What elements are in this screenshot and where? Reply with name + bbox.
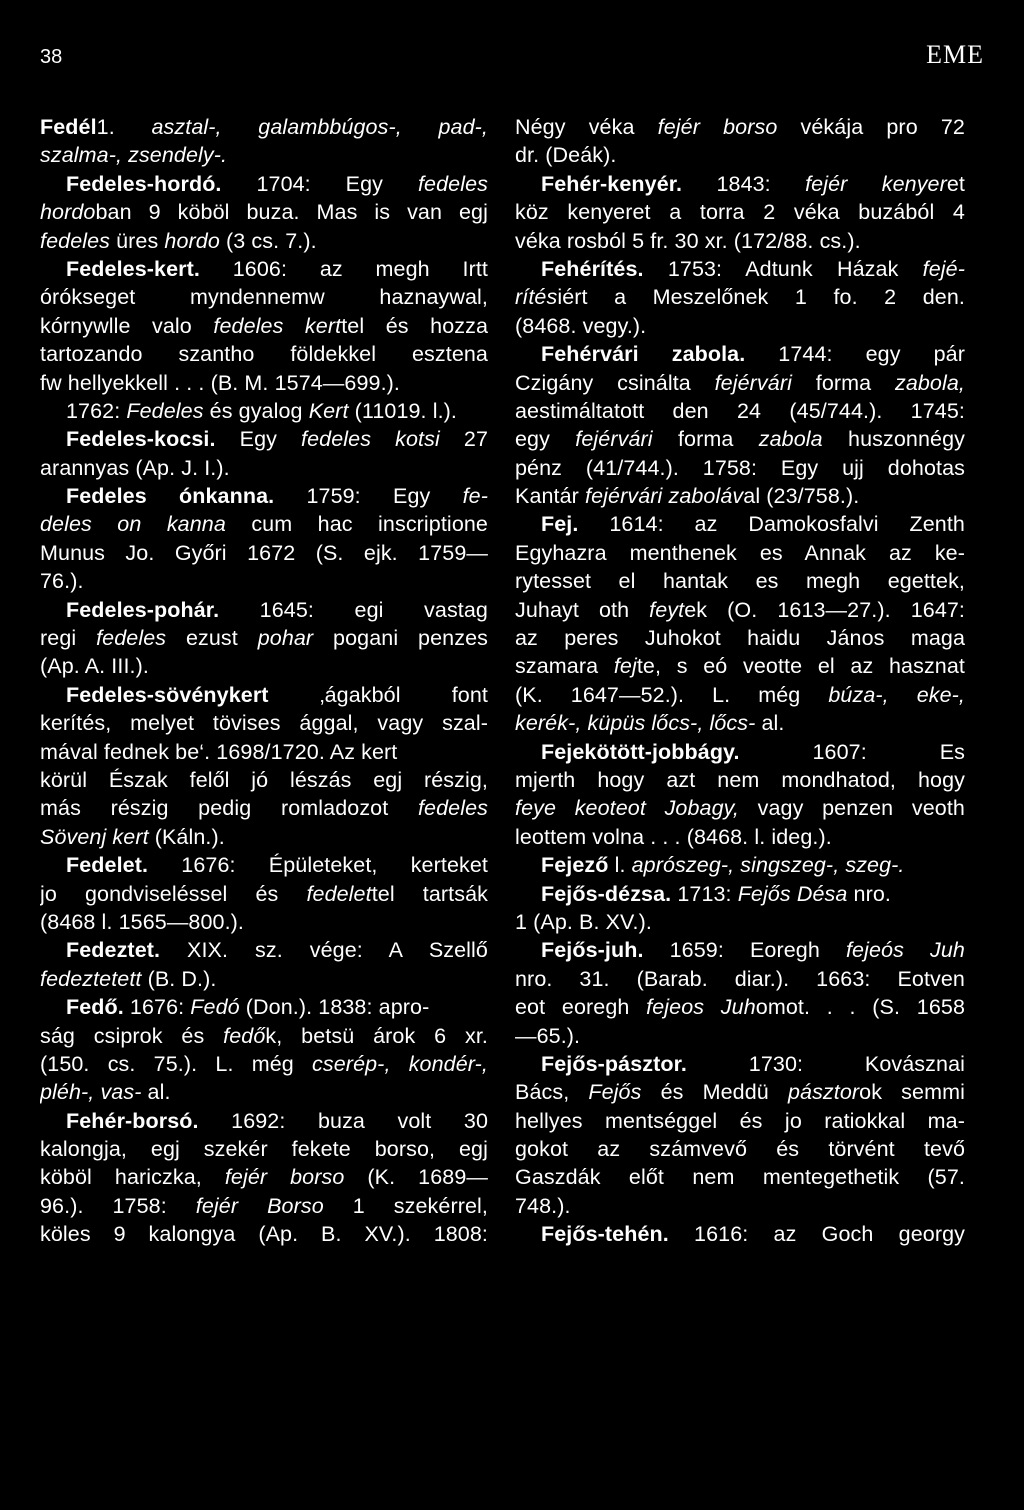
- text-line: [40, 766, 488, 794]
- italic-term: Fedeles: [126, 398, 204, 423]
- text-line: [515, 709, 965, 737]
- text-run: (K. 1689—: [344, 1165, 488, 1190]
- text-line: [40, 425, 488, 453]
- text-run: (Don.). 1838: apro-: [239, 995, 430, 1020]
- left-column: [40, 113, 488, 1249]
- text-line: [515, 1078, 965, 1106]
- text-run: ok semmi: [859, 1080, 965, 1105]
- italic-term: szalma-, zsendely-.: [40, 143, 228, 168]
- text-run: nro.: [847, 881, 891, 906]
- text-run: al.: [141, 1080, 171, 1105]
- text-line: [40, 340, 488, 368]
- entry-headword: Fedeles-kert.: [66, 256, 200, 281]
- text-run: Bács,: [515, 1080, 589, 1105]
- entry-headword: Fejős-juh.: [541, 938, 644, 963]
- italic-term: hordo: [40, 200, 96, 225]
- text-run: mával fednek be‘. 1698/1720. Az kert: [40, 739, 398, 764]
- text-run: (B. D.).: [141, 966, 217, 991]
- entry-headword: Fedelet.: [66, 853, 149, 878]
- text-line: [515, 283, 965, 311]
- text-run: 1730: Kovásznai: [686, 1051, 965, 1076]
- text-run: 1606: az megh Irtt: [199, 256, 488, 281]
- text-line: [40, 851, 488, 879]
- text-run: al.: [755, 711, 785, 736]
- text-run: nro. 31. (Barab. diar.). 1663: Eotven: [515, 966, 965, 991]
- text-line: [40, 596, 488, 624]
- text-line: [40, 454, 488, 482]
- italic-term: fejeos Juh: [646, 995, 756, 1020]
- text-line: [515, 1107, 965, 1135]
- text-line: [515, 397, 965, 425]
- text-line: [40, 539, 488, 567]
- text-line: [40, 255, 488, 283]
- italic-term: feyt: [649, 597, 685, 622]
- entry-headword: Fedeztet.: [66, 938, 161, 963]
- italic-term: fe-: [462, 484, 488, 509]
- text-line: [40, 198, 488, 226]
- text-run: 1 (Ap. B. XV.).: [515, 909, 652, 934]
- text-run: al (23/758.).: [743, 484, 860, 509]
- text-line: [40, 510, 488, 538]
- italic-term: zabola,: [894, 370, 965, 395]
- text-run: pénz (41/744.). 1758: Egy ujj dohotas: [515, 455, 965, 480]
- entry-headword: Fehér-borsó.: [66, 1108, 199, 1133]
- text-run: 1713:: [671, 881, 738, 906]
- text-run: regi: [40, 626, 97, 651]
- text-run: 1704: Egy: [221, 171, 418, 196]
- italic-term: fejérvári: [714, 370, 792, 395]
- text-line: [40, 1107, 488, 1135]
- text-line: [515, 539, 965, 567]
- text-run: huszonnégy: [822, 427, 965, 452]
- running-header-title: EME: [926, 40, 984, 69]
- text-line: [515, 624, 965, 652]
- text-line: [40, 283, 488, 311]
- text-run: 76.).: [40, 569, 84, 594]
- text-line: [515, 567, 965, 595]
- text-line: [515, 1022, 965, 1050]
- italic-term: Fejős Désa: [737, 881, 848, 906]
- text-line: [515, 369, 965, 397]
- text-run: 27: [439, 427, 488, 452]
- text-line: [40, 397, 488, 425]
- text-line: [40, 681, 488, 709]
- entry-headword: Fehér-kenyér.: [541, 171, 683, 196]
- text-line: [515, 652, 965, 680]
- text-run: ban 9 köböl buza. Mas is van egj: [95, 200, 488, 225]
- text-run: 1.: [96, 115, 152, 139]
- text-line: [515, 851, 965, 879]
- text-run: ek (O. 1613—27.). 1647:: [684, 597, 965, 622]
- text-run: 1676:: [123, 995, 191, 1020]
- text-line: [515, 1163, 965, 1191]
- italic-term: pohar: [257, 626, 314, 651]
- text-line: [515, 227, 965, 255]
- text-line: [515, 794, 965, 822]
- italic-term: fejé-: [922, 256, 965, 281]
- text-line: [40, 170, 488, 198]
- text-run: Négy véka: [515, 115, 658, 139]
- text-line: [515, 482, 965, 510]
- text-line: [40, 113, 488, 141]
- text-line: [40, 880, 488, 908]
- text-line: [40, 1022, 488, 1050]
- text-line: [515, 454, 965, 482]
- text-line: [515, 425, 965, 453]
- text-line: [40, 738, 488, 766]
- text-run: tartozando szantho földekkel esztena: [40, 342, 488, 367]
- text-run: 1676: Épületeket, kerteket: [148, 853, 488, 878]
- italic-term: fejérvári: [575, 427, 653, 452]
- entry-headword: Fedeles ónkanna.: [66, 484, 275, 509]
- text-line: [40, 567, 488, 595]
- text-line: [515, 198, 965, 226]
- text-run: cum hac inscriptione: [225, 512, 488, 537]
- text-run: (K. 1647—52.). L. még: [515, 682, 829, 707]
- text-run: vagy penzen veoth: [738, 796, 965, 821]
- text-run: ság csiprok és: [40, 1023, 224, 1048]
- text-run: 1 szekérrel,: [323, 1193, 488, 1218]
- text-line: [40, 1135, 488, 1163]
- italic-term: fejér Borso: [195, 1193, 324, 1218]
- italic-term: zabola: [758, 427, 823, 452]
- text-line: [40, 652, 488, 680]
- text-run: 1744: egy pár: [745, 342, 965, 367]
- text-line: [40, 227, 488, 255]
- italic-term: fejeós Juh: [845, 938, 965, 963]
- text-line: [515, 312, 965, 340]
- text-run: (8468. vegy.).: [515, 313, 647, 338]
- text-run: omot. . . (S. 1658: [755, 995, 965, 1020]
- text-run: köz kenyeret a torra 2 véka buzából 4: [515, 200, 965, 225]
- text-run: leottem volna . . . (8468. l. ideg.).: [515, 824, 832, 849]
- text-line: [40, 369, 488, 397]
- text-line: [40, 624, 488, 652]
- text-run: 1645: egi vastag: [219, 597, 488, 622]
- text-run: k, betsü árok 6 xr.: [265, 1023, 488, 1048]
- entry-headword: Fejős-tehén.: [541, 1222, 669, 1247]
- text-run: 1692: buza volt 30: [198, 1108, 488, 1133]
- italic-term: aprószeg-, singszeg-, szeg-.: [631, 853, 905, 878]
- text-run: pogani penzes: [313, 626, 488, 651]
- text-line: [515, 908, 965, 936]
- text-run: (3 cs. 7.).: [219, 228, 317, 253]
- text-run: véka rosból 5 fr. 30 xr. (172/88. cs.).: [515, 228, 861, 253]
- text-line: [515, 113, 965, 141]
- text-run: (150. cs. 75.). L. még: [40, 1051, 313, 1076]
- italic-term: fedeztetett: [40, 966, 142, 991]
- text-run: Munus Jo. Győri 1672 (S. ejk. 1759—: [40, 540, 488, 565]
- italic-term: fedeles: [417, 796, 488, 821]
- text-run: ‚ágakból font: [268, 682, 488, 707]
- text-line: [515, 596, 965, 624]
- text-run: 1607: Es: [739, 739, 965, 764]
- italic-term: pásztor: [787, 1080, 860, 1105]
- entry-headword: Fedeles-sövénykert: [66, 682, 269, 707]
- text-run: 1616: az Goch georgy: [668, 1222, 965, 1247]
- text-run: más részig pedig romladozot: [40, 796, 418, 821]
- italic-term: asztal-, galambbúgos-, pad-,: [151, 115, 488, 139]
- text-run: és gyalog: [203, 398, 309, 423]
- entry-headword: Fejős-pásztor.: [541, 1051, 687, 1076]
- italic-term: Sövenj kert: [40, 824, 149, 849]
- italic-term: fejér kenyer: [805, 171, 947, 196]
- text-line: [40, 482, 488, 510]
- text-line: [515, 1050, 965, 1078]
- entry-headword: Fej.: [541, 512, 579, 537]
- text-run: Juhayt oth: [515, 597, 650, 622]
- text-run: mjerth hogy azt nem mondhatod, hogy: [515, 767, 965, 792]
- text-run: 1753: Adtunk Házak: [643, 256, 923, 281]
- text-run: 1843:: [682, 171, 806, 196]
- text-line: [515, 1220, 965, 1248]
- text-run: rytesset el hantak es megh egettek,: [515, 569, 965, 594]
- text-line: [40, 794, 488, 822]
- entry-headword: Fehérítés.: [541, 256, 644, 281]
- text-line: [515, 510, 965, 538]
- text-line: [515, 170, 965, 198]
- text-run: Egyhazra menthenek es Annak az ke-: [515, 540, 965, 565]
- text-run: és Meddü: [641, 1080, 788, 1105]
- text-run: 1759: Egy: [274, 484, 463, 509]
- entry-headword: Fejező: [541, 853, 609, 878]
- text-run: köböl hariczka,: [40, 1165, 225, 1190]
- text-line: [40, 709, 488, 737]
- text-line: [515, 1192, 965, 1220]
- text-run: jo gondviseléssel és: [40, 881, 307, 906]
- italic-term: fedelet: [306, 881, 372, 906]
- page-number: 38: [40, 46, 63, 68]
- text-line: [515, 823, 965, 851]
- text-run: kórnywlle valo: [40, 313, 214, 338]
- text-line: [515, 340, 965, 368]
- text-run: 1614: az Damokosfalvi Zenth: [578, 512, 965, 537]
- italic-term: fejér borso: [657, 115, 778, 139]
- italic-term: Fejős: [588, 1080, 642, 1105]
- italic-term: rítés: [515, 285, 558, 310]
- text-line: [40, 312, 488, 340]
- text-run: Egy: [215, 427, 302, 452]
- text-run: 1762:: [66, 398, 127, 423]
- italic-term: hordo: [164, 228, 220, 253]
- italic-term: fedeles: [96, 626, 167, 651]
- text-run: l.: [608, 853, 632, 878]
- text-run: körül Észak felől jó lészás egj részig,: [40, 767, 488, 792]
- text-run: ezust: [166, 626, 258, 651]
- text-run: eot eoregh: [515, 995, 647, 1020]
- text-run: Gaszdák előt nem mentegethetik (57.: [515, 1165, 965, 1190]
- text-line: [40, 908, 488, 936]
- text-line: [515, 965, 965, 993]
- text-line: [515, 936, 965, 964]
- text-line: [515, 766, 965, 794]
- text-run: 748.).: [515, 1193, 571, 1218]
- italic-term: fejérvári zaboláv: [585, 484, 744, 509]
- text-run: —65.).: [515, 1023, 581, 1048]
- text-line: [40, 1220, 488, 1248]
- italic-term: fejér borso: [224, 1165, 345, 1190]
- text-line: [515, 738, 965, 766]
- entry-headword: Fehérvári zabola.: [541, 342, 746, 367]
- text-run: forma: [791, 370, 895, 395]
- text-run: üres: [110, 228, 165, 253]
- italic-term: fedeles: [40, 228, 111, 253]
- text-run: kerítés, melyet tövises ággal, vagy szal-: [40, 711, 488, 736]
- text-line: [515, 255, 965, 283]
- text-run: (Káln.).: [148, 824, 225, 849]
- text-run: szamara: [515, 654, 614, 679]
- text-line: [40, 1192, 488, 1220]
- text-run: fw hellyekkell . . . (B. M. 1574—699.).: [40, 370, 400, 395]
- text-run: tel és hozza: [341, 313, 488, 338]
- text-line: [40, 1078, 488, 1106]
- entry-headword: Fedeles-pohár.: [66, 597, 220, 622]
- text-line: [40, 1163, 488, 1191]
- text-run: et: [946, 171, 965, 196]
- text-line: [40, 993, 488, 1021]
- entry-headword: Fedő.: [66, 995, 124, 1020]
- text-line: [515, 141, 965, 169]
- text-run: arannyas (Ap. J. I.).: [40, 455, 230, 480]
- text-run: 1659: Eoregh: [643, 938, 846, 963]
- text-run: (Ap. A. III.).: [40, 654, 149, 679]
- text-run: kalongja, egj szekér fekete borso, egj: [40, 1137, 488, 1162]
- text-run: 96.). 1758:: [40, 1193, 196, 1218]
- text-run: dr. (Deák).: [515, 143, 617, 168]
- text-run: te, s eó veotte el az hasznat: [636, 654, 965, 679]
- text-run: Czigány csinálta: [515, 370, 715, 395]
- right-column: [515, 113, 965, 1249]
- text-run: XIX. sz. vége: A Szellő: [160, 938, 488, 963]
- italic-term: kerék-, küpüs lőcs-, lőcs-: [515, 711, 756, 736]
- entry-headword: Fedél: [40, 115, 97, 139]
- text-line: [40, 141, 488, 169]
- text-run: köles 9 kalongya (Ap. B. XV.). 1808:: [40, 1222, 488, 1247]
- text-run: aestimáltatott den 24 (45/744.). 1745:: [515, 398, 965, 423]
- text-run: az peres Juhokot haidu János maga: [515, 626, 965, 651]
- text-line: [515, 880, 965, 908]
- text-run: (11019. l.).: [348, 398, 457, 423]
- text-run: iért a Meszelőnek 1 fo. 2 den.: [557, 285, 965, 310]
- text-line: [40, 965, 488, 993]
- italic-term: deles on kanna: [40, 512, 226, 537]
- italic-term: fedő: [223, 1023, 266, 1048]
- italic-term: fedeles kotsi: [301, 427, 440, 452]
- entry-headword: Fejekötött-jobbágy.: [541, 739, 740, 764]
- italic-term: cserép-, kondér-,: [312, 1051, 488, 1076]
- text-run: vékája pro 72: [777, 115, 965, 139]
- text-run: órókseget myndennemw haznaywal,: [40, 285, 488, 310]
- text-run: gokot az számvevő és törvént tevő: [515, 1137, 965, 1162]
- italic-term: búza-, eke-,: [828, 682, 965, 707]
- entry-headword: Fedeles-hordó.: [66, 171, 222, 196]
- text-line: [515, 1135, 965, 1163]
- italic-term: fej: [613, 654, 637, 679]
- text-run: hellyes mentséggel és jo ratiokkal ma-: [515, 1108, 965, 1133]
- text-line: [40, 1050, 488, 1078]
- italic-term: Kert: [308, 398, 349, 423]
- italic-term: fedeles: [417, 171, 488, 196]
- italic-term: fedeles kert: [213, 313, 342, 338]
- text-line: [40, 823, 488, 851]
- text-line: [515, 681, 965, 709]
- text-run: (8468 l. 1565—800.).: [40, 909, 244, 934]
- entry-headword: Fedeles-kocsi.: [66, 427, 216, 452]
- italic-term: feye keoteot Jobagy,: [515, 796, 739, 821]
- entry-headword: Fejős-dézsa.: [541, 881, 672, 906]
- text-line: [515, 993, 965, 1021]
- text-run: egy: [515, 427, 576, 452]
- text-run: forma: [652, 427, 759, 452]
- text-line: [40, 936, 488, 964]
- text-run: tel tartsák: [371, 881, 488, 906]
- italic-term: Fedó: [190, 995, 240, 1020]
- italic-term: pléh-, vas-: [40, 1080, 142, 1105]
- text-run: Kantár: [515, 484, 586, 509]
